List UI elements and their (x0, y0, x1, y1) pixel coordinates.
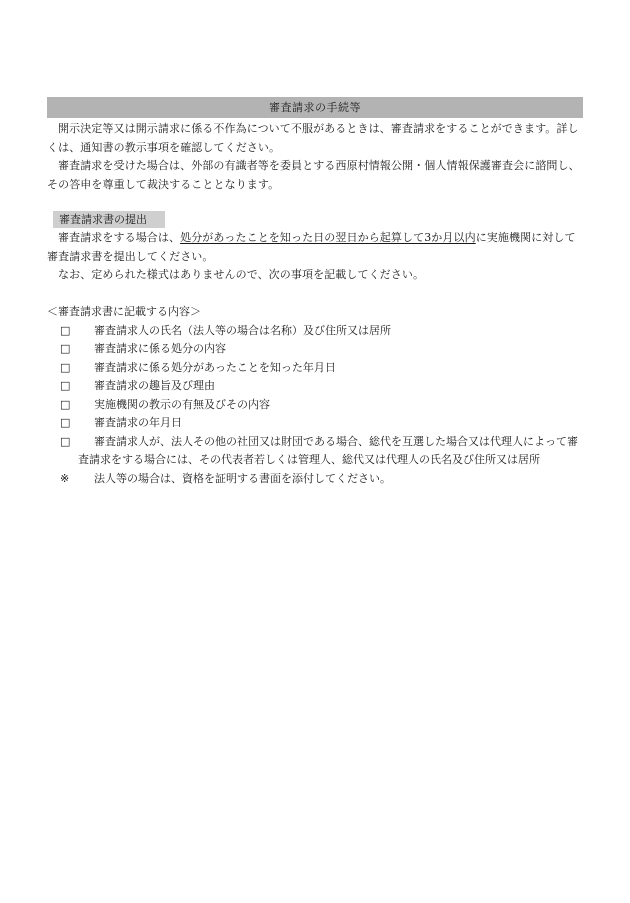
list-item-text: 審査請求に係る処分があったことを知った年月日 (94, 360, 336, 374)
section-title-bar (47, 97, 583, 118)
attachment-note (58, 470, 583, 489)
list-item-text: 審査請求人の氏名（法人等の場合は名称）及び住所又は居所 (94, 323, 391, 337)
checkbox-icon: □ (60, 360, 71, 374)
list-item-text: 審査請求人が、法人その他の社団又は財団である場合、総代を互選した場合又は代理人によって審査請求をする場合には、その代表者若しくは管理人、総代又は代理人の氏名及び住所又は居所 (78, 434, 578, 466)
checkbox-icon: □ (60, 397, 71, 411)
reference-mark-icon: ※ (60, 471, 70, 485)
submission-paragraph-1 (47, 229, 583, 266)
deadline-underlined-text: 処分があったことを知った日の翌日から起算して3か月以内 (180, 231, 476, 244)
submission-paragraph-2: なお、定められた様式はありませんので、次の事項を記載してください。 (58, 268, 425, 281)
contents-heading: ＜審査請求書に記載する内容＞ (47, 305, 201, 318)
list-item (58, 359, 583, 378)
checkbox-icon: □ (60, 342, 71, 355)
list-item-text: 審査請求の年月日 (94, 416, 182, 429)
contents-block (47, 303, 583, 488)
list-item (58, 433, 583, 470)
list-item (58, 340, 583, 359)
section-title: 審査請求の手続等 (269, 101, 361, 114)
checkbox-icon: □ (60, 323, 71, 337)
intro-paragraph-1: 開示決定等又は開示請求に係る不作為について不服があるときは、審査請求をすることができます。詳しくは、通知書の教示事項を確認してください。 (47, 122, 579, 154)
attachment-note-text: 法人等の場合は、資格を証明する書面を添付してください。 (94, 471, 391, 485)
checkbox-icon: □ (60, 434, 71, 448)
list-item-text: 実施機関の教示の有無及びその内容 (94, 397, 270, 411)
intro-block (47, 120, 583, 194)
intro-paragraph-2: 審査請求を受けた場合は、外部の有識者等を委員とする西原村情報公開・個人情報保護審査会に諮問し、その答申を尊重して裁決することとなります。 (47, 159, 580, 191)
checkbox-icon: □ (60, 379, 71, 392)
list-item (58, 414, 583, 433)
list-item (58, 322, 583, 341)
list-item-text: 審査請求の趣旨及び理由 (94, 379, 215, 392)
submission-heading (53, 211, 165, 228)
submission-text-before: 審査請求をする場合は、 (58, 231, 181, 244)
list-item (58, 377, 583, 396)
list-item-text: 審査請求に係る処分の内容 (94, 342, 226, 355)
submission-heading-text: 審査請求書の提出 (59, 213, 147, 226)
checkbox-icon: □ (60, 416, 71, 429)
contents-checklist (47, 322, 583, 470)
submission-text-after: に実施機関に対して審査請求書を提出してください。 (47, 231, 576, 263)
submission-block (47, 229, 583, 285)
list-item (58, 396, 583, 415)
